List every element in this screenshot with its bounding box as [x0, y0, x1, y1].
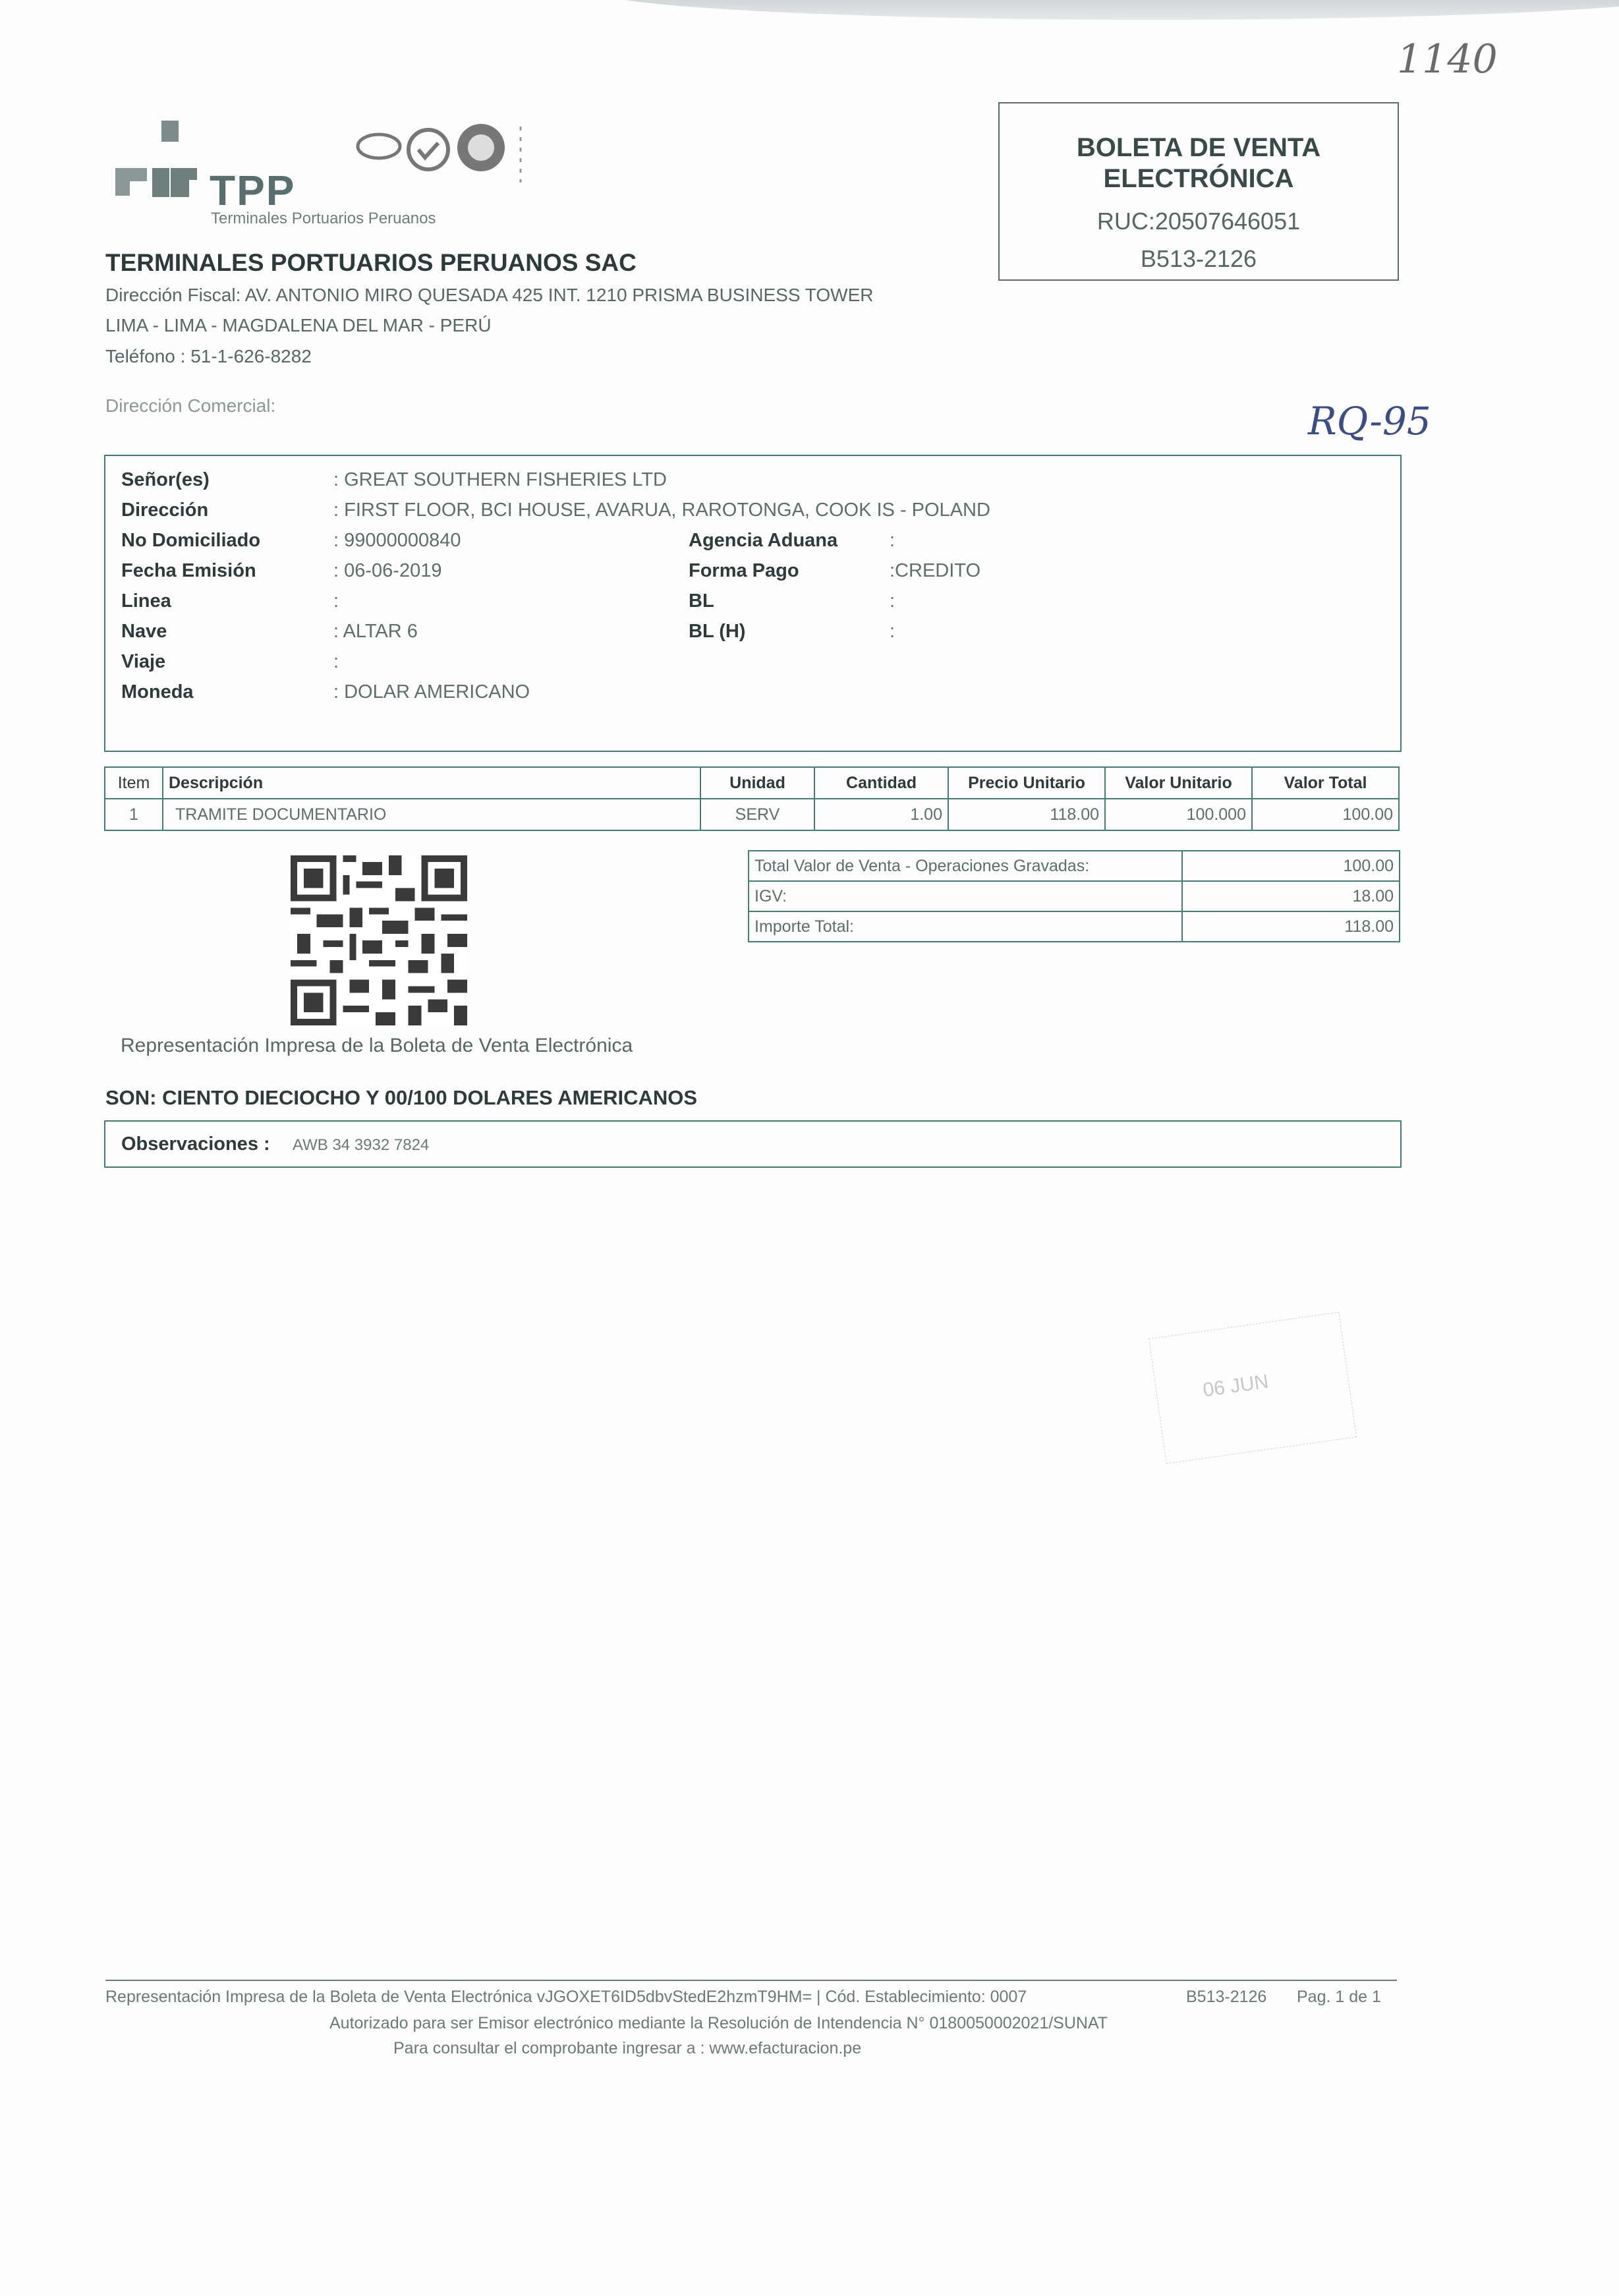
- representation-note: Representación Impresa de la Boleta de Venta Electrónica: [121, 1035, 633, 1056]
- total-gravadas-value: 100.00: [1182, 851, 1400, 881]
- value-no-domiciliado: : 99000000840: [333, 530, 461, 551]
- footer-doc-number: B513-2126: [1186, 1988, 1267, 2006]
- value-forma-pago: :CREDITO: [890, 560, 981, 581]
- table-row: [749, 911, 1400, 942]
- label-no-domiciliado: No Domiciliado: [121, 530, 261, 551]
- commercial-address: Dirección Comercial:: [105, 395, 276, 416]
- footer-divider: [105, 1980, 1397, 1981]
- doc-ruc: RUC:20507646051: [1096, 208, 1301, 235]
- total-gravadas-label: Total Valor de Venta - Operaciones Gravadas:: [749, 851, 1182, 881]
- col-unidad: Unidad: [700, 767, 814, 799]
- observations-label: Observaciones :: [121, 1134, 270, 1155]
- cell-cantidad: 1.00: [814, 799, 948, 830]
- table-row: [749, 881, 1400, 911]
- footer-line-1: Representación Impresa de la Boleta de Venta Electrónica vJGOXET6ID5dbvStedE2hzmT9HM= | Cód. Establecimiento: 0007: [105, 1988, 1027, 2006]
- qr-code-icon: [290, 855, 468, 1025]
- label-agencia-aduana: Agencia Aduana: [689, 530, 838, 551]
- doc-title-1: BOLETA DE VENTA: [1076, 133, 1321, 162]
- handwritten-ref: RQ-95: [1308, 399, 1431, 444]
- value-bl: :: [890, 590, 895, 612]
- fiscal-address: Dirección Fiscal: AV. ANTONIO MIRO QUESADA 425 INT. 1210 PRISMA BUSINESS TOWER: [105, 285, 874, 305]
- items-header-row: [105, 767, 1399, 799]
- value-moneda: : DOLAR AMERICANO: [333, 681, 530, 703]
- faded-stamp: [1149, 1312, 1357, 1464]
- label-viaje: Viaje: [121, 651, 166, 672]
- cell-descripcion: TRAMITE DOCUMENTARIO: [163, 799, 700, 830]
- label-moneda: Moneda: [121, 681, 194, 703]
- col-item: Item: [105, 767, 163, 799]
- col-precio-unitario: Precio Unitario: [948, 767, 1105, 799]
- cell-valor-total: 100.00: [1252, 799, 1399, 830]
- table-row: [749, 851, 1400, 881]
- amount-in-words: SON: CIENTO DIECIOCHO Y 00/100 DOLARES AMERICANOS: [105, 1086, 698, 1109]
- scan-shadow: [593, 0, 1619, 20]
- value-agencia-aduana: :: [890, 530, 895, 551]
- footer-line-2: Autorizado para ser Emisor electrónico mediante la Resolución de Intendencia N° 0180050002021/SUNAT: [329, 2014, 1108, 2032]
- items-table: [104, 766, 1400, 831]
- observations-box: [104, 1120, 1402, 1168]
- label-nave: Nave: [121, 621, 167, 642]
- igv-value: 18.00: [1182, 881, 1400, 911]
- tpp-logo-icon: [115, 121, 201, 200]
- importe-total-label: Importe Total:: [749, 911, 1182, 942]
- footer-line-3: Para consultar el comprobante ingresar a : www.efacturacion.pe: [393, 2039, 862, 2057]
- table-row: [105, 799, 1399, 830]
- value-fecha-emision: : 06-06-2019: [333, 560, 442, 581]
- observations-value: AWB 34 3932 7824: [293, 1136, 430, 1154]
- footer-page: Pag. 1 de 1: [1297, 1988, 1381, 2006]
- city-line: LIMA - LIMA - MAGDALENA DEL MAR - PERÚ: [105, 315, 492, 335]
- certification-seals-icon: [353, 120, 530, 186]
- client-info-box: [104, 455, 1402, 752]
- col-valor-total: Valor Total: [1252, 767, 1399, 799]
- stamp-text: 06 JUN: [1201, 1370, 1270, 1402]
- value-linea: :: [333, 590, 339, 612]
- col-valor-unitario: Valor Unitario: [1105, 767, 1252, 799]
- igv-label: IGV:: [749, 881, 1182, 911]
- value-viaje: :: [333, 651, 339, 672]
- document-id-box: [998, 102, 1399, 281]
- logo-tagline: Terminales Portuarios Peruanos: [211, 210, 436, 227]
- value-direccion: : FIRST FLOOR, BCI HOUSE, AVARUA, RAROTONGA, COOK IS - POLAND: [333, 500, 990, 521]
- label-bl: BL: [689, 590, 714, 612]
- logo-acronym: TPP: [210, 167, 296, 214]
- cell-unidad: SERV: [700, 799, 814, 830]
- importe-total-value: 118.00: [1182, 911, 1400, 942]
- company-name: TERMINALES PORTUARIOS PERUANOS SAC: [105, 249, 637, 276]
- label-senores: Señor(es): [121, 469, 210, 490]
- cell-item: 1: [105, 799, 163, 830]
- label-linea: Linea: [121, 590, 171, 612]
- label-forma-pago: Forma Pago: [689, 560, 799, 581]
- handwritten-number: 1140: [1397, 36, 1498, 82]
- col-cantidad: Cantidad: [814, 767, 948, 799]
- label-direccion: Dirección: [121, 500, 209, 521]
- phone: Teléfono : 51-1-626-8282: [105, 346, 312, 366]
- value-nave: : ALTAR 6: [333, 621, 418, 642]
- cell-precio-unitario: 118.00: [948, 799, 1105, 830]
- cell-valor-unitario: 100.000: [1105, 799, 1252, 830]
- doc-title-2: ELECTRÓNICA: [1103, 164, 1294, 193]
- totals-table: [748, 850, 1400, 942]
- doc-number: B513-2126: [1140, 245, 1257, 272]
- value-senores: : GREAT SOUTHERN FISHERIES LTD: [333, 469, 667, 490]
- value-bl-h: :: [890, 621, 895, 642]
- label-fecha-emision: Fecha Emisión: [121, 560, 256, 581]
- col-descripcion: Descripción: [163, 767, 700, 799]
- label-bl-h: BL (H): [689, 621, 746, 642]
